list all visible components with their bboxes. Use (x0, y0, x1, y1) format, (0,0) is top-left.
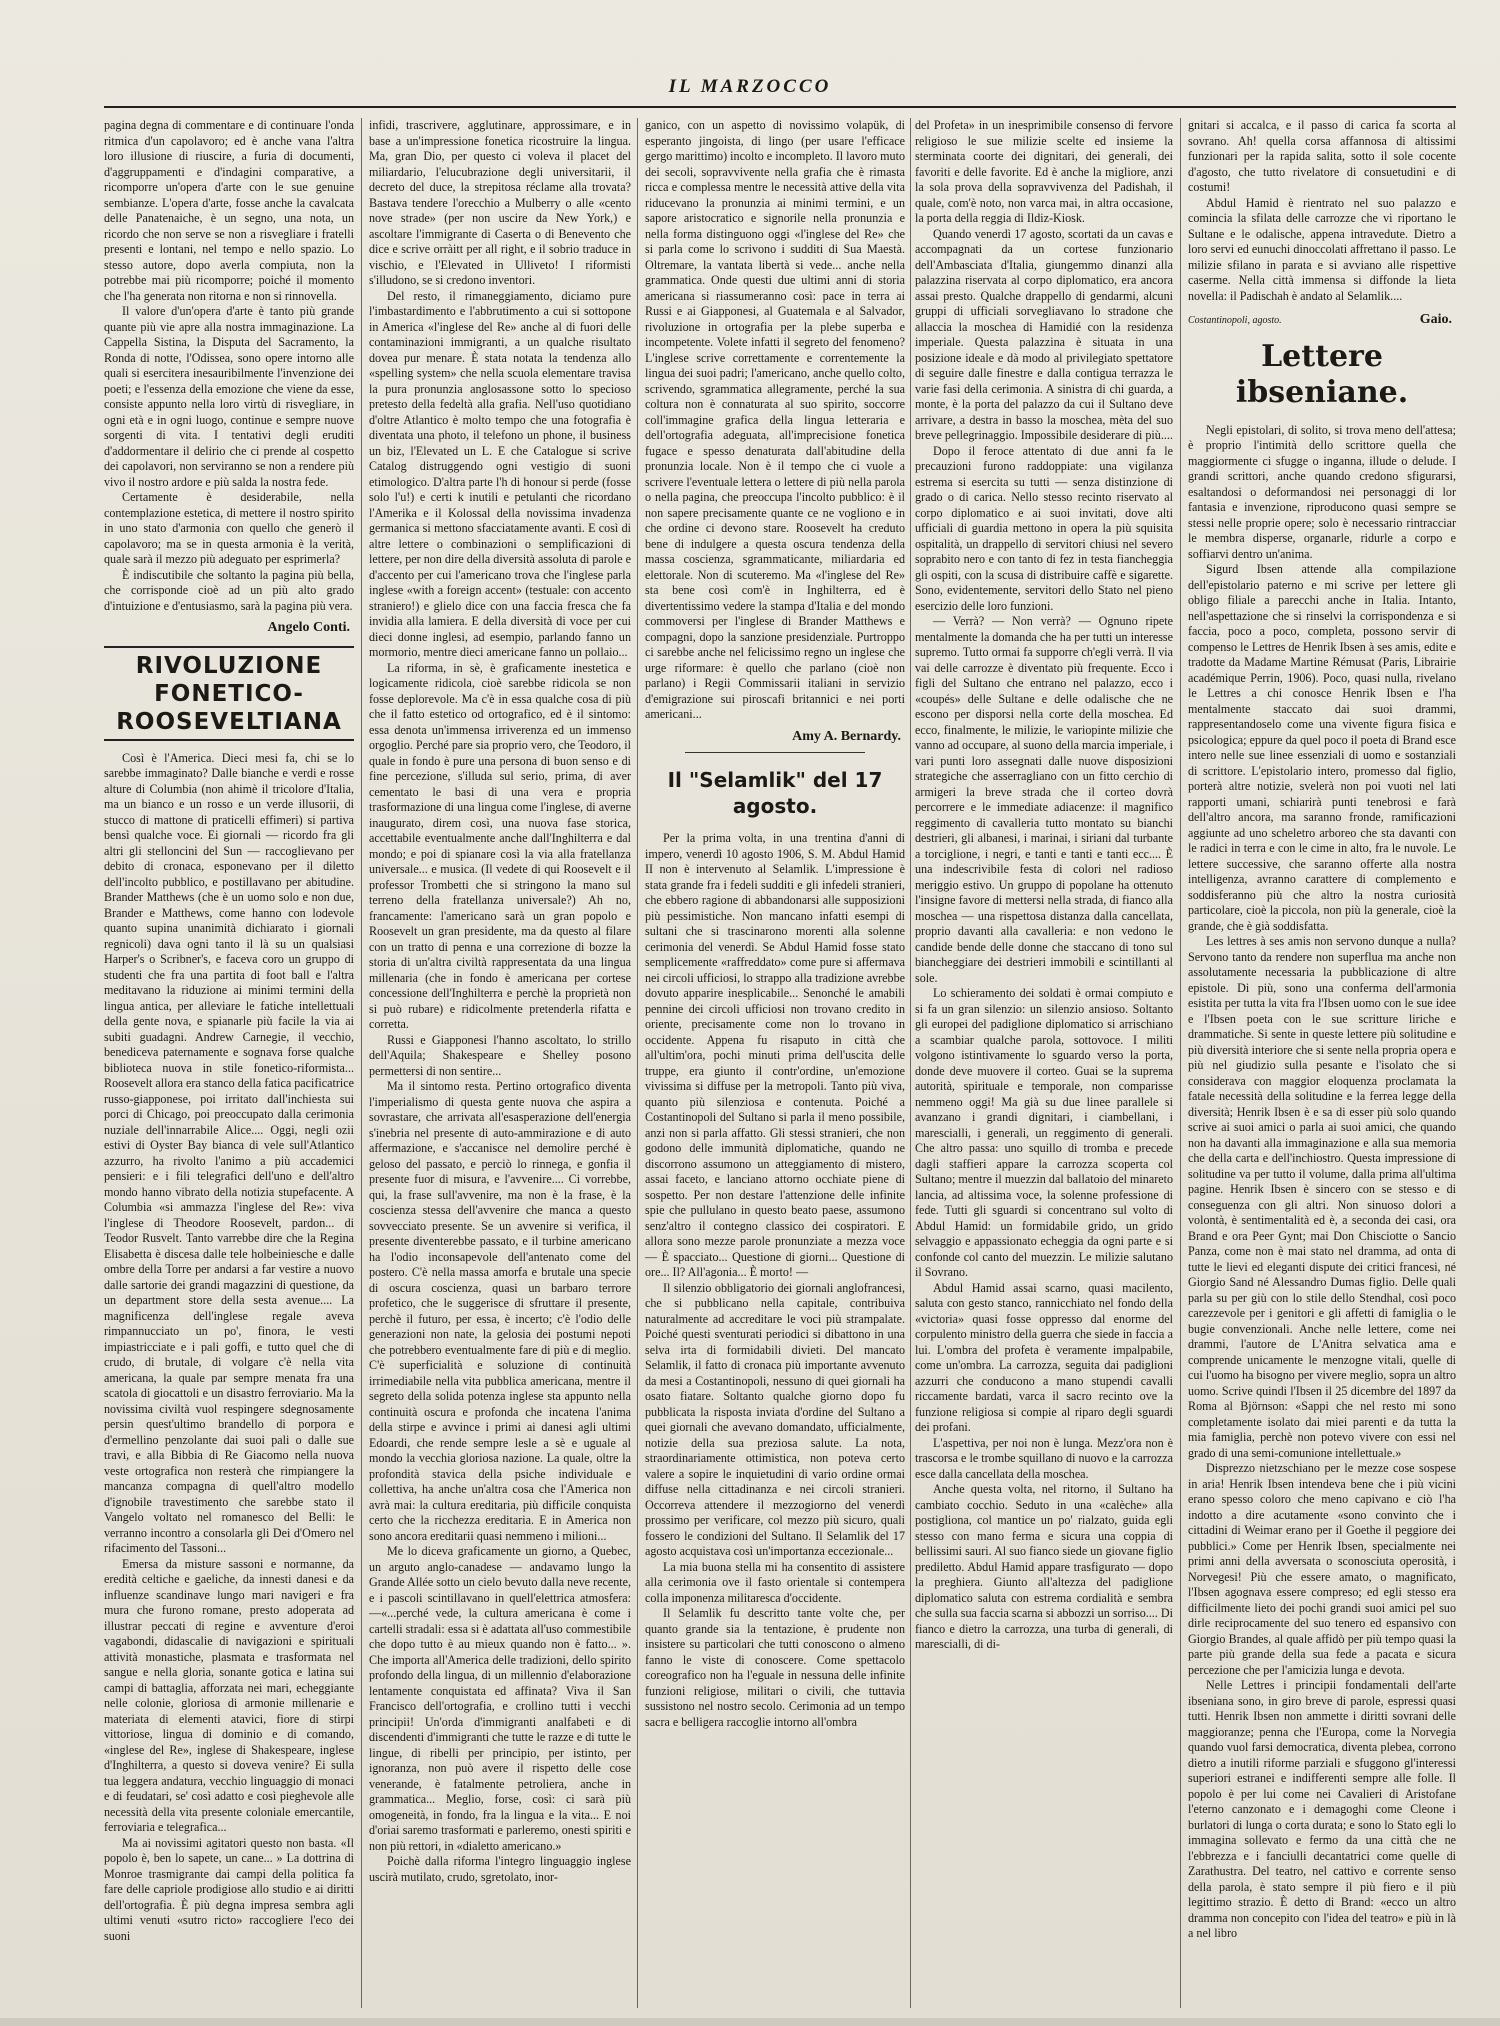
paragraph: La riforma, in sè, è graficamente inestetica e logicamente ridicola, cioè sarebbe ridicola se non fosse deplorevole. Ma c'è in essa qualche cosa di più che il fatto estetico od ortografico, ed è il sintomo: essa denota un'immensa irriverenza ed un immenso orgoglio. Perché pare sia proprio vero, che Teodoro, il quale in fondo è pure una persona di buon senso e di fine percezione, s'illuda sul serio, prima, di aver cementato le basi di una vera e propria trasformazione di una lingua come l'inglese, di averne inaugurato, direm così, una nuova fase storica, accettabile eventualmente anche dall'Inghilterra e dal mondo; e poi di spianare così la via alla fratellanza universale... e musica. (Il vedete di qui Roosevelt e il professor Trombetti che si stringono la mano sul terreno della fratellanza universale?) Ah no, francamente: l'americano sarà un gran popolo e Roosevelt un gran presidente, ma da questo al filare con un tratto di penna e una correzione di bozze la storia di un'altra civiltà rappresentata da una lingua millenaria (che in fondo è americana per cortese concessione dell'Inghilterra e perchè la proprietà non si può rubare) e ridicolmente pretenderla rifatta e corretta. (369, 660, 631, 1031)
paragraph: Emersa da misture sassoni e normanne, da eredità celtiche e gaeliche, da innesti danesi e da influenze scandinave lungo mari navigeri e fra mura che furono romane, presto adoperata ad illustrar peccati di regine e avventure d'eroi vagabondi, didascalie di navigazioni e spirituali attività monastiche, plasmata e trasformata nel sangue e nella gloria, sonante gotica e latina sui campi di battaglia, afforzata nei mari, echeggiante nelle colonie, gloriosa di armonie millenarie e materiata di elementi atavici, fiore di stirpi vittoriose, lingua di dominio e di comando, «inglese del Re», inglese di Shakespeare, inglese d'Inghilterra, a questo si doveva venire? Ei sulla tua leggera andatura, vecchio linguaggio di monaci e di feudatari, se' così adatto e così pieghevole alle necessità della vita presente coloniale emercantile, ferroviaria e telegrafica... (104, 1556, 354, 1834)
column-rule (910, 118, 911, 2008)
paragraph: Sigurd Ibsen attende alla compilazione dell'epistolario paterno e mi scrive per lettere gli obligo filiale a parecchi anche in Italia. Intanto, nell'aspettazione che si rinselvi la corrispondenza e si faccia, poco a poco, completa, possono servir di compenso le Lettres de Henrik Ibsen à ses amis, edite e tradotte da Madame Martine Rémusat (Paris, Librairie académique Perrin, 1906). Poco, quasi nulla, rivelano le Lettres a chi conosce Henrik Ibsen e l'ha mentalmente staccato dai suoi drammi, rappresentandoselo come una vivente figura fisica e psicologica; eppure da quel poco il poeta di Brand esce intero nelle sue linee essenziali di uomo e sostanziali di scrittore. L'epistolario intero, promesso dal figlio, porterà altre notizie, svelerà non poi vuoti nel lati rapporti umani, schiarirà punti tenebrosi e farà dell'altro ancora, ma saranno fronde, ramificazioni aggiunte ad uno scheletro arboreo che sta davanti con le radici in terra e con le cime in alto, fra le nuvole. Le lettere successive, che saranno offerte alla nostra intelligenza, avranno carattere di complemento e soddisferanno più che altro la nostra curiosità particolare, cioè la piccola, non più la generale, cioè la grande, che è già soddisfatta. (1188, 562, 1456, 933)
paragraph: Poichè dalla riforma l'integro linguaggio inglese uscirà mutilato, crudo, sgretolato, inor- (369, 1854, 631, 1884)
paragraph: Me lo diceva graficamente un giorno, a Quebec, un arguto anglo-canadese — andavamo lungo la Grande Allée sotto un cielo bevuto dalla neve recente, e i pascoli scintillavano in quell'elettrica atmosfera: —«...perché vede, la cultura americana è come i cartelli stradali: essa si è adattata all'uso commestibile che dopo tutto è au mieux quando non è fatto... ». Che importa all'America delle tradizioni, dello spirito profondo della lingua, di un millennio d'elaborazione lentamente conquistata ed affinata? Viva il San Francisco dell'ortografia, e crollino tutti i vecchi principii! Un'orda d'immigranti analfabeti e di discendenti d'immigranti che tutte le razze e di tutte le lingue, di ribelli per principio, per istinto, per ignoranza, non può avere il rispetto delle cose venerande, è fatalmente petroliera, anche in grammatica... Meglio, forse, così: ci sarà più omogeneità, in fondo, fra la lingua e la vita... E noi d'oriai saremo trasformati e parleremo, onesti spiriti e non più rettori, in «dialetto americano.» (369, 1544, 631, 1853)
paragraph: Dopo il feroce attentato di due anni fa le precauzioni furono raddoppiate: una vigilanza estrema si esercita su tutti — senza distinzione di grado o di carica. Nello stesso recinto riservato al corpo diplomatico e ai suoi invitati, dove alti ufficiali di guardia mettono in opera la più squisita ospitalità, un drappello di servitori chiusi nel severo soprabito nero e con tanto di fez in testa fiancheggia gli ospiti, con la scusa di distribuire caffè e sigarette. Sono, evidentemente, servitori dello Stato nel pieno esercizio delle loro funzioni. (915, 443, 1173, 613)
paragraph: — Verrà? — Non verrà? — Ognuno ripete mentalmente la domanda che ha per tutti un interesse supremo. Tutto ormai fa supporre ch'egli verrà. Il via vai delle carrozze è diventato più frequente. Ecco i figli del Sultano che entrano nel palazzo, ecco i «coupés» delle Sultane e delle odalische che ne escono per disporsi nella corte della moschea. Ed ecco, finalmente, le milizie, le variopinte milizie che vanno ad occupare, al suono della marcia imperiale, i vari punti loro assegnati dalle nuove disposizioni strategiche che asserragliano con un fitto cerchio di armigeri la breve strada che il corteo dovrà percorrere e le immediate adiacenze: il magnifico reggimento di cavalleria tutto montato su bianchi destrieri, gli albanesi, i marinai, i siriani dal turbante a torciglione, i negri, e tanti e tanti e tanti ecc.... È una indescrivibile festa di colori nel radioso meriggio estivo. Un gruppo di popolane ha ottenuto l'insigne favore di mettersi nella strada, di fianco alla moschea — una rispettosa distanza dalla cancellata, proprio davanti alla cavalleria: e non vedono le candide bende delle donne che staccano di tono sul biancheggiare dei destrieri immobili e scintillanti al sole. (915, 614, 1173, 985)
paragraph: del Profeta» in un inesprimibile consenso di fervore religioso le sue milizie scelte ed insieme la sterminata coorte dei dignitari, dei generali, dei favoriti e delle favorite. Ed è anche la migliore, anzi la sola prova della sopravvivenza del Padishah, il quale, com'è noto, non varca mai, in altra occasione, la porta della reggia di Ildiz-Kiosk. (915, 118, 1173, 225)
column-1 (104, 118, 354, 2008)
paragraph: Negli epistolari, di solito, si trova meno dell'attesa; è proprio l'intimità dello scrittore quella che maggiormente ci sfugge o inganna, illude o delude. I grandi scrittori, anche quando credono sfigurarsi, esaltandosi o deformandosi nei personaggi di lor fantasia e invenzione, riproducono quasi sempre se stessi nelle proprie opere; solo è necessario rintracciar le membra disperse, organarle, ridurle a corpo e soffiarvi dentro un'anima. (1188, 422, 1456, 561)
column-rule (361, 118, 362, 2008)
paragraph: Il valore d'un'opera d'arte è tanto più grande quante più vie apre alla nostra immaginazione. La Cappella Sistina, la Disputa del Sacramento, la Ronda di notte, l'Odissea, sono opere intorno alle quali si esercitera inesauribilmente l'invenzione dei poeti; e l'essenza della emozione che viene da esse, consiste appunto nella loro virtù di risvegliare, in ogni età e in ogni luogo, continue e sempre nuove sorgenti di vita. I tentativi degli eruditi d'addormentare il delirio che ci prende al cospetto dei capolavori, non serviranno se non a rendere più vivo il nostro ardore e più salda la nostra fede. (104, 304, 354, 489)
signature-conti: Angelo Conti. (267, 620, 350, 635)
signature-bernardy: Amy A. Bernardy. (792, 728, 901, 744)
paragraph: Abdul Hamid assai scarno, quasi macilento, saluta con gesto stanco, rannicchiato nel fondo della «victoria» quasi fosse oppresso dal enorme del corpulento ministro della guerra che siede in faccia a lui. L'ombra del profeta è veramente impalpabile, come un'ombra. La carrozza, seguita dai padiglioni azzurri che conducono a mano stupendi cavalli riccamente bardati, varca il sacro recinto ove la funzione religiosa si compie al riparo degli sguardi dei profani. (915, 1280, 1173, 1434)
paragraph: È indiscutibile che soltanto la pagina più bella, che corrisponde cioè ad un più alto grado d'intuizione e d'entusiasmo, sarà la pagina più vera. (104, 567, 354, 613)
headline-lettere-ibseniane: Lettere ibseniane. (1235, 338, 1409, 410)
headline-selamlik: Il "Selamlik" del 17 agosto. (667, 768, 883, 818)
paragraph: Disprezzo nietzschiano per le mezze cose sospese in aria! Henrik Ibsen intendeva bene che i più vicini erano spesso coloro che meno capivano e ciò l'ha indotto a dire acutamente «sono convinto che i cittadini di Weimar erano per il Goethe il peggiore dei pubblici.» Come per Henrik Ibsen, specialmente nei primi anni della avversata o sconosciuta operosità, i Norvegesi! Più che essere amato, o magnificato, l'Ibsen agognava essere compreso; ed egli stesso era difficilmente lieto dei pochi grandi suoi amici pel suo dirle reciprocamente del suo tenero ed espansivo con Giorgio Brandes, al quale affidò per più tempo quasi la parte più grande della sua fede a pacata e sicura percezione che per l'amicizia lunga e devota. (1188, 1461, 1456, 1677)
section-rule (685, 752, 865, 753)
dateline: Costantinopoli, agosto. (1188, 315, 1282, 326)
paragraph: Del resto, il rimaneggiamento, diciamo pure l'imbastardimento e l'abbrutimento a cui si sottopone in America «l'inglese del Re» anche al di fuori delle contaminazioni immigranti, a un qualche risultato dovea pur menare. È stata notata la tendenza allo «spelling system» che nella scuola elementare travisa la pura pronunzia anglosassone sotto lo specioso pretesto della fedeltà alla grafia. Nell'uso quotidiano d'oltre Atlantico è molto tempo che una fotografia è diventata una photo, il telefono un phone, il business un biz, l'Elevated un L. E che Catalogue si scrive Catalog distruggendo ogni vestigio di suoni etimologico. D'altra parte l'h di honour si perde (fosse solo l'u!) e certi k inutili e petulanti che ricordano l'Amerika e il Kolossal della novissima invadenza germanica si mettono sfacciatamente avanti. E così di altre lettere o combinazioni o semplificazioni di lettere, per non dire della diversità assoluta di parole e d'accento per cui l'americano trova che l'inglese parla inglese «with a foreign accent» (testuale: con accento straniero!) e glielo dice con una faccia fresca che fa invidia alla lamiera. E della diversità di voce per cui dieci donne inglesi, ad esempio, parlando fanno un mormorio, mentre dieci americane fanno un pollaio... (369, 288, 631, 659)
paragraph: L'aspettiva, per noi non è lunga. Mezz'ora non è trascorsa e le trombe squillano di nuovo e la carrozza esce dalla cancellata della moschea. (915, 1435, 1173, 1481)
headline-rivoluzione: RIVOLUZIONE FONETICO-ROOSEVELTIANA (104, 646, 354, 741)
paragraph: Ma il sintomo resta. Pertino ortografico diventa l'imperialismo di questa gente nuova che aspira a sovrastare, che arrivata all'esasperazione dell'energia s'inebria nel presente di auto-ammirazione e di auto affermazione, e s'accanisce nel demolire perché è geloso del passato, e perciò lo rinnega, e gonfia il presente fuor di misura, e l'avvenire.... Ci vorrebbe, qui, la frase sull'avvenire, ma non è la frase, è la coscienza stessa dell'avvenire che manca a questo sovvecciato presente. Se un avvenire si verifica, il presente diventerebbe passato, e il turbine americano ha l'odio inconsapevole dell'antenato come del postero. C'è nella massa amorfa e brutale una specie di oscura coscienza, quasi un barbaro terrore profetico, che le suggerisce di sfruttare il presente, perchè il futuro, per essa, è incerto; c'è l'odio delle generazioni non nate, la gelosia dei postumi nepoti che potrebbero eventualmente fare di più e di meglio. C'è superficialità e soluzione di continuità irrimediabile nella vita pubblica americana, mentre il segreto della solida potenza inglese sta appunto nella continuità oscura e profonda che incatena l'anima della stirpe e avvince i primi ai danesi agli ultimi Edoardi, che rende sempre lesle a sè e uguale al mondo la vecchia gloriosa nazione. La quale, oltre la profondità stavica della psiche individuale e collettiva, ha anche un'altra cosa che l'America non avrà mai: la cultura ereditaria, più difficile conquista certo che la ricchezza ereditaria. E in America non sono ancora ereditarii quasi nemmeno i milioni... (369, 1079, 631, 1543)
paragraph: Les lettres à ses amis non servono dunque a nulla? Servono tanto da rendere non superflua ma anche non assolutamente necessaria la pubblicazione di altre epistole. Di più, sono una conferma dell'armonia esistita per tutta la vita fra l'Ibsen uomo con le sue idee e l'Ibsen poeta con le sue scritture liriche e drammatiche. Si sente in queste lettere più solitudine e più diversità interiore che si sente nella propria opera e più nel giudizio sulla pesante e l'isolato che si considerava con maggior eloquenza proclamata la fatale necessità della solitudine e la ferrea legge della diversità; Henrik Ibsen è e sa di esser più solo quando scrive ai suoi amici o parla ai suoi amici, che quando non ha davanti alla immaginazione e alla sua memoria che della carta e dell'inchiostro. Questa impressione di solitudine va per tutto il volume, dalla prima all'ultima pagine. Henrik Ibsen è sincero con se stesso e di conseguenza con gli altri. Non sinuoso dolori a volontà, è sentimentalità ed è, a seconda dei casi, ora Brand e ora Peer Gynt; mai Don Chisciotte o Sancio Panza, come non è mai stato nel dramma, ad onta di tutte le lievi ed eleganti dispute dei critici francesi, né Giorgio Sand né Alessandro Dumas figlio. Delle quali parla su per giù con lo stile dello Stendhal, così poco carezzevole per i genitori e gli affetti di famiglia o le bugie convenzionali. Anche nelle lettere, come nei drammi, l'autore de L'Anitra selvatica ama e comprende unicamente le menzogne vitali, quelle di cui l'uomo ha bisogno per vivere meglio, sopra un altro uomo. Scrive quindi l'Ibsen il 25 dicembre del 1897 da Roma al Björnson: «Sappi che nel resto mi sono completamente isolato dai miei parenti e da tutta la mia famiglia, perchè non potevo vivere con essi nel grado di una semi-comunione intellettuale.» (1188, 934, 1456, 1460)
paragraph: ganico, con un aspetto di novissimo volapük, di esperanto jingoista, di lingo (per usare l'efficace gergo marittimo) incolto e incompleto. Il lavoro muto dei secoli, sopravvivente nella grafia che è rimasta ricca e complessa mentre le necessità attive della vita riducevano la pronunzia ai minimi termini, e un sapore aristocratico e signorile nella pronunzia e nella forma distinguono oggi «l'inglese del Re» che si parla come lo scrivono i sudditi di Sua Maestà. Oltremare, la vantata libertà si vede... anche nella grammatica. Onde questi due ultimi anni di storia americana si riassumeranno così: pace in terra ai Russi e ai Giapponesi, al Guatemala e al Salvador, rivoluzione in ortografia per la plebe superba e incompetente. Volete infatti il segreto del fenomeno? L'inglese scrive correttamente e correntemente la lingua dei suoi padri; l'americano, anche quello colto, scrivendo, sgrammatica allegramente, perché la sua coltura non è connaturata al suo spirito, soccorre coll'immagine grafica della lingua letteraria e dell'ortografia adeguata, all'imprecisione fonetica fugace e spesso denaturata dall'abitudine della pronunzia locale. Non è il tempo che ci vuole a scrivere l'eventuale lettera o lettere di più nella parola o nella pagina, che preoccupa l'incolto pubblico: è il non sapere precisamente quante ce ne vogliono e in che ordine ci devono stare. Roosevelt ha creduto bene di indulgere a questa oscura tendenza della massa coscienza, sgrammaticante, miliardaria ed elettorale. Non di scuteremo. Ma «l'inglese del Re» sta bene così com'è in Inghilterra, ed è divertentissimo vedere la stampa d'Italia e del mondo commoversi per l'inglese di Brander Matthews e compagni, dopo la sanzione presidenziale. Purtroppo ci sarebbe anche nel felicissimo regno un inglese che urge riformare: è quello che parlano (cioè non parlano) i Regii Commissarii italiani in servizio d'emigrazione sui piroscafi britannici e nei porti americani... (645, 118, 905, 721)
paragraph: Abdul Hamid è rientrato nel suo palazzo e comincia la sfilata delle carrozze che vi riportano le Sultane e le odalische, appena intravedute. Dietro a loro servi ed eunuchi dinoccolati affrettano il passo. Le milizie sfilano in parata e si avviano alle rispettive caserme. Nella città immensa si diffonde la lieta novella: il Padischah è andato al Selamlik.... (1188, 195, 1456, 303)
paragraph: Quando venerdì 17 agosto, scortati da un cavas e accompagnati da un cortese funzionario dell'Ambasciata d'Italia, giungemmo dinanzi alla palazzina riservata al corpo diplomatico, era ancora assai presto. Qualche drappello di gendarmi, alcuni gruppi di ufficiali sorvegliavano lo stradone che allaccia la moschea di Hamidié con la residenza imperiale. Questa palazzina è situata in una posizione ideale e dà modo al privilegiato spettatore di seguire dalle finestre e dalla contigua terrazza le varie fasi della cerimonia. A sinistra di chi guarda, a monte, è la porta del palazzo da cui il Sultano deve arrivare, a destra in basso la moschea, mèta del suo breve pellegrinaggio. Impossibile desiderare di più.... (915, 226, 1173, 442)
column-2 (369, 118, 631, 2008)
running-head: IL MARZOCCO (668, 76, 832, 97)
paragraph: La mia buona stella mi ha consentito di assistere alla cerimonia ove il fasto orientale si contempera colla imponenza militaresca d'occidente. (645, 1559, 905, 1605)
paragraph: Nelle Lettres i principii fondamentali dell'arte ibseniana sono, in giro breve di parole, espressi quasi tutti. Henrik Ibsen non ammette i diritti sovrani delle maggioranze; penna che l'Europa, come la Norvegia quando vuol farsi democratica, diventa plebea, corrono dietro a inutili riforme parziali e sfuggono gl'interessi superiori estranei e indifferenti sempre alle folle. Il popolo è per lui come nei Cavalieri di Aristofane l'eterno canzonato e i demagoghi come Cleone i burlatori di lunga o corta durata; e sono lo Stato egli lo immagina sollevato e fermo da una città che ne l'ebbrezza e i fanciulli decantatrici come quelle di Zarathustra. Del teatro, nel cattivo e corrente senso della parola, è stato sempre il più fiero e il più legittimo strazio. È detto di Brand: «ecco un altro dramma non concepito con l'idea del teatro» e più in là a nel libro (1188, 1678, 1456, 1940)
paragraph: Anche questa volta, nel ritorno, il Sultano ha cambiato cocchio. Seduto in una «calèche» alla postigliona, col mantice un po' rialzato, guida egli stesso con mano ferma e sicura una coppia di bellissimi sauri. Al suo fianco siede un giovane figlio prediletto. Abdul Hamid appare trasfigurato — dopo la preghiera. Giunto all'altezza del padiglione diplomatico saluta con estrema cordialità e sembra che sulla sua faccia scarna si abbozzi un sorriso.... Di fianco e dietro la carrozza, una turba di generali, di marescialli, di di- (915, 1482, 1173, 1651)
paragraph: gnitari si accalca, e il passo di carica fa scorta al sovrano. Ah! quella corsa affannosa di altissimi funzionari per la rapida salita, sotto il sole cocente d'agosto, che tutto rivelatore di consuetudini e di costumi! (1188, 118, 1456, 194)
paragraph: Il Selamlik fu descritto tante volte che, per quanto grande sia la tentazione, è prudente non insistere su particolari che tutti conoscono o almeno fanno le viste di conoscere. Come spettacolo coreografico non ha l'eguale in nessuna delle infinite funzioni religiose, militari o civili, che tuttavia sussistono nel nostro secolo. Cerimonia ad un tempo sacra e belligera raccoglie intorno all'ombra (645, 1606, 905, 1729)
paragraph: Lo schieramento dei soldati è ormai compiuto e si fa un gran silenzio: un silenzio ansioso. Soltanto gli europei del padiglione diplomatico si arrischiano a scambiar qualche parola, sottovoce. I militi volgono istintivamente lo sguardo verso la porta, donde deve muovere il corteo. Guai se la suprema autorità, spirituale e temporale, non comparisse nemmeno oggi! Ma già su due linee parallele si avanzano i grandi dignitari, i ciambellani, i marescialli, i generali, un reggimento di generali. Che altro passa: uno squillo di tromba e precede dagli staffieri appare la carrozza scoperta col Sultano; mentre il muezzin dal ballatoio del minareto lancia, ad altissima voce, la solenne professione di fede. Tutti gli sguardi si concentrano sul volto di Abdul Hamid: un formidabile grido, un grido selvaggio e appassionato echeggia da ogni parte e si confonde col canto del muezzin. Le milizie salutano il Sovrano. (915, 986, 1173, 1279)
header-rule (104, 106, 1456, 108)
columns (104, 118, 1456, 2008)
signature-gaio: Gaio. (1419, 312, 1452, 327)
column-rule (637, 118, 638, 2008)
paragraph: Il silenzio obbligatorio dei giornali anglofrancesi, che si pubblicano nella capitale, contribuiva naturalmente ad accreditare le voci più strampalate. Poiché questi sventurati periodici si dibattono in una selva irta di formidabili divieti. Del mancato Selamlik, il fatto di cronaca più importante avvenuto da mesi a Costantinopoli, nessuno di quei giornali ha osato fiatare. Soltanto qualche giorno dopo fu pubblicata la risposta inviata d'ordine del Sultano a quei giornali che avevano domandato, ufficialmente, notizie della sua preziosa salute. La nota, straordinariamente ottimistica, non poteva certo valere a sopire le inquietudini di vario ordine ormai diffuse nella cittadinanza e nei circoli stranieri. Occorreva attendere il mezzogiorno del venerdì prossimo per verificare, col mezzo più sicuro, quali fossero le condizioni del Sultano. Il Selamlik del 17 agosto acquistava così un'importanza eccezionale... (645, 1280, 905, 1558)
paragraph: Certamente è desiderabile, nella contemplazione estetica, di mettere il nostro spirito in uno stato d'armonia con quello che generò il capolavoro; ma se in questa armonia è la verità, quale sarà il mezzo più adeguato per esprimerla? (104, 490, 354, 566)
column-3 (645, 118, 905, 2008)
paragraph: pagina degna di commentare e di continuare l'onda ritmica d'un capolavoro; ed è anche vana l'altra loro illusione di riuscire, a furia di documenti, d'aggruppamenti e d'indagini comparative, a ricomporre un'opera d'arte con le sue genuine sembianze. L'opera d'arte, fosse anche la cavalcata delle Panatenaiche, è un segno, una nota, un ricordo che non serve se non a risvegliare i fratelli presenti e lontani, nel tempo e nello spazio. Lo stesso autore, dopo averla compiuta, non la potrebbe mai più ricomporre; poiché il momento che l'ha generata non ritorna e non si rinnovella. (104, 118, 354, 303)
paragraph: Russi e Giapponesi l'hanno ascoltato, lo strillo dell'Aquila; Shakespeare e Shelley posono permettersi di non sentire... (369, 1032, 631, 1078)
paragraph: Ma ai novissimi agitatori questo non basta. «Il popolo è, ben lo sapete, un cane... » La dottrina di Monroe trasmigrante dai campi della politica fa fare delle capriole prodigiose allo studio e ai diritti dell'ortografia. È più degna impresa sembra agli ultimi venuti «sutro ricto» raccogliere l'eco dei suoni (104, 1835, 354, 1943)
paragraph: Così è l'America. Dieci mesi fa, chi se lo sarebbe immaginato? Dalle bianche e verdi e rosse alture di Columbia (non ahimè il tricolore d'Italia, ma un bianco e un rosso e un verde illusorii, di stucco di mattone di praticelli effimeri) si partiva bensì qualche voce. Ei giornali — ricordo fra gli altri gli stelloncini del Sun — raccoglievano per debito di cronaca, esponevano per il diletto dell'incolto pubblico, e postillavano per abitudine. Brander Matthews (che è un uomo solo e non due, Brander e Matthews, come hanno con lodevole quanto supina unanimità dichiarato i giornali regnicoli) dava ogni tanto il là su un qualsiasi Harper's o Scribner's, e faceva coro un gruppo di studenti che fra una partita di foot ball e l'altra meditavano la riduzione ai minimi termini della lingua antica, per alleviare le fatiche intellettuali della gente nova, e spianarle più facile la via ai subiti guadagni. Andrew Carnegie, il vecchio, benedicevа paternamente e sognava forse qualche biblioteca nuova in stile fonetico-riformista... Roosevelt allora era stanco della fatica pacificatrice russo-giapponese, poi irritato dall'inchiesta sui porci di Chicago, poi preoccupato dalla cerimonia nuziale dell'innarrabile Alice.... Oggi, negli ozii estivi di Oyster Bay bianca di vele sull'Atlantico azzurro, ha rivolto l'animo a più accademici pensieri: e i fili telegrafici dell'uno e dell'altro mondo hanno vibrato della notizia stupefacente. A Columbia «si ammazza l'inglese del Re»: viva l'inglese di Theodore Roosevelt, pardon... di Teodor Rusvelt. Tanto varrebbe dire che la Regina Elisabetta è discesa dalle tele holbeiniesche e dalle ombre della Torre per andarsi a far vestire a nuovo dalle sartorie dei grandi magazzini di questione, da un department store della sesta avenue.... La magnificenza dell'inglese regale aveva rimpannucciato un po', finora, le vesti impiastricciate e i pali goffi, e tutto quel che di crudo, di brutale, di volgare c'è nella vita americana, la quale par sempre menata fra una scatola di giocattoli e un disastro ferroviario. Ma la novissima civiltà vuol respingere sdegnosamente persin quest'ultimo brandello di porpora e d'ermellino penzolante dai suoi pali o dalle sue travi, e alla Bibbia di Re Giacomo nella nuova veste ortografica non resterà che rimpiangere la mancanza compagna di quell'altro modello d'ignobile travestimento che sarebbe stato il Vangelo voltato nel romanesco del Belli: le verranno incontro a consolarla gli Dei d'Omero nel rifacimento del Tassoni... (104, 750, 354, 1555)
paragraph: infidi, trascrivere, agglutinare, approssimare, e in base a un'impressione fonetica ricostruire la lingua. Ma, gran Dio, per questo ci voleva il placet del miliardario, l'elucubrazione degli universitarii, il decreto del duce, la strepitosa réclame alla trovata? Bastava tendere l'orecchio a Mulberry o alle «cento nove strade» (per non uscire da New York,) e ascoltare l'immigrante di Caserta o di Benevento che dice e scrive orràitt per all right, e il sobrio traduce in vischio, e l'Elevated in Ulliveto! I riformisti s'illudono, se si credono inventori. (369, 118, 631, 287)
page-bottom-edge (0, 2018, 1500, 2026)
paragraph: Per la prima volta, in una trentina d'anni di impero, venerdì 10 agosto 1906, S. M. Abdul Hamid II non è intervenuto al Selamlik. L'impressione è stata grande fra i fedeli sudditi e gli infedeli stranieri, che ebbero ragione di abbandonarsi alle supposizioni più pessimistiche. Non mancano infatti esempi di sultani che si trascinarono morenti alla solenne cerimonia del venerdì. Se Abdul Hamid fosse stato semplicemente «raffreddato» come pure si affermava nei circoli ufficiosi, lo strappo alla tradizione avrebbe dovuto apparire inesplicabile... Senonché le amabili pennine dei circoli ufficiosi non trovano credito in oriente, precisamente come non lo trovano in occidente. Appena fu risaputo in città che all'ultim'ora, pochi minuti prima dell'uscita delle truppe, era giunto il contr'ordine, un'emozione vivissima si diffuse per la metropoli. Tanto più viva, quanto più silenziosa e contenuta. Poiché a Costantinopoli del Sultano si parla il meno possibile, anzi non si parla affatto. Gli stessi stranieri, che non godono delle immunità diplomatiche, quando ne discorrono assumono un atteggiamento di mistero, assai faceto, e lanciano attorno occhiate piene di sospetto. Per non destare l'attenzione delle infinite spie che pullulano in questo beato paese, assumono senz'altro il contegno classico dei cospiratori. E allora sono mezze parole pronunziate a mezza voce — È spacciato... Questione di giorni... Questione di ore... Il? All'agonia... È morto! — (645, 831, 905, 1279)
